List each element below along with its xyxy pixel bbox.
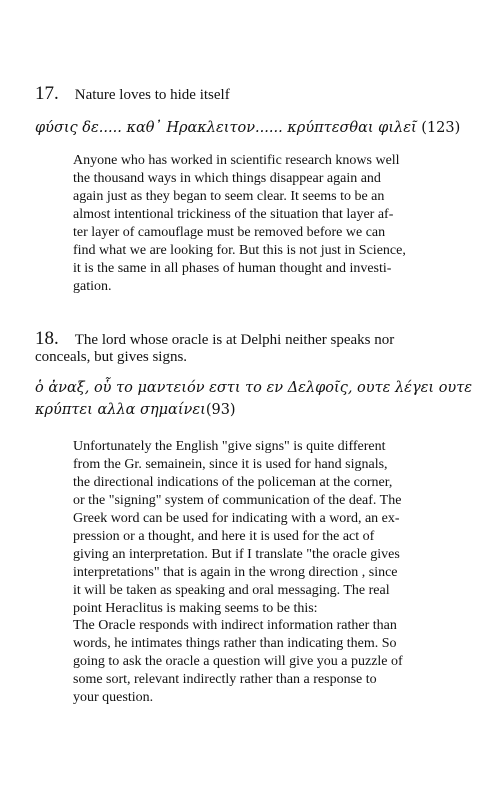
section-18-greek-text-line2: κρύπτει αλλα σημαίνει	[35, 402, 206, 418]
section-18-text-line: it will be taken as speaking and oral messaging. The real	[73, 583, 390, 598]
section-18-text-line: Unfortunately the English "give signs" is quite different	[73, 439, 386, 454]
section-17-text-line: gation.	[73, 279, 112, 294]
section-18-title-line2: conceals, but gives signs.	[35, 349, 188, 365]
section-17-text-line: it is the same in all phases of human thought and investi-	[73, 261, 392, 276]
section-18-number: 18.	[35, 328, 59, 349]
section-17-number: 17.	[35, 83, 59, 104]
section-18-fragment-ref: (93)	[205, 402, 236, 418]
section-17-greek-text: φύσις δε..... καθ᾽ Ηρακλειτον...... κρύπτεσθαι φιλεῖ	[35, 120, 417, 136]
section-17-text-line: almost intentional trickiness of the situation that layer af-	[73, 207, 394, 222]
section-17-fragment-ref: (123)	[421, 120, 461, 136]
section-17-text-line: the thousand ways in which things disappear again and	[73, 171, 381, 186]
section-17-greek-quote	[35, 117, 460, 139]
section-18-text-line: interpretations" that is again in the wrong direction , since	[73, 565, 398, 580]
section-18-text-line: Greek word can be used for indicating with a word, an ex-	[73, 511, 400, 526]
section-18-commentary-paragraph-1	[73, 438, 401, 618]
section-18-heading	[35, 330, 394, 349]
section-17-text-line: Anyone who has worked in scientific research knows well	[73, 153, 400, 168]
section-18-text-line: pression or a thought, and here it is used for the act of	[73, 529, 375, 544]
section-17-heading	[35, 85, 230, 104]
section-18-text-line: The Oracle responds with indirect information rather than	[73, 618, 397, 633]
section-18-commentary-paragraph-2	[73, 617, 403, 707]
section-18-text-line: some sort, relevant indirectly rather than a response to	[73, 672, 377, 687]
section-17-title: Nature loves to hide itself	[74, 87, 230, 103]
section-18-title-line1: The lord whose oracle is at Delphi neither speaks nor	[74, 332, 395, 348]
section-18-text-line: point Heraclitus is making seems to be this:	[73, 601, 318, 616]
section-18-text-line: giving an interpretation. But if I translate "the oracle gives	[73, 547, 400, 562]
section-18-text-line: the directional indications of the policeman at the corner,	[73, 475, 393, 490]
section-18-text-line: going to ask the oracle a question will give you a puzzle of	[73, 654, 403, 669]
section-18-text-line: your question.	[73, 690, 154, 705]
section-18-text-line: words, he intimates things rather than indicating them. So	[73, 636, 397, 651]
section-17-commentary	[73, 152, 406, 296]
section-17-text-line: find what we are looking for. But this is not just in Science,	[73, 243, 406, 258]
section-18-text-line: or the "signing" system of communication of the deaf. The	[73, 493, 402, 508]
section-18-text-line: from the Gr. semainein, since it is used for hand signals,	[73, 457, 388, 472]
section-18-greek-line2	[35, 399, 236, 421]
section-17-text-line: ter layer of camouflage must be removed before we can	[73, 225, 386, 240]
section-17-text-line: again just as they began to seem clear. It seems to be an	[73, 189, 385, 204]
section-18-greek-line1: ὁ ἀναξ, οὗ το μαντειόν εστι το εν Δελφοῖς, ουτε λέγει ουτε	[35, 380, 473, 396]
